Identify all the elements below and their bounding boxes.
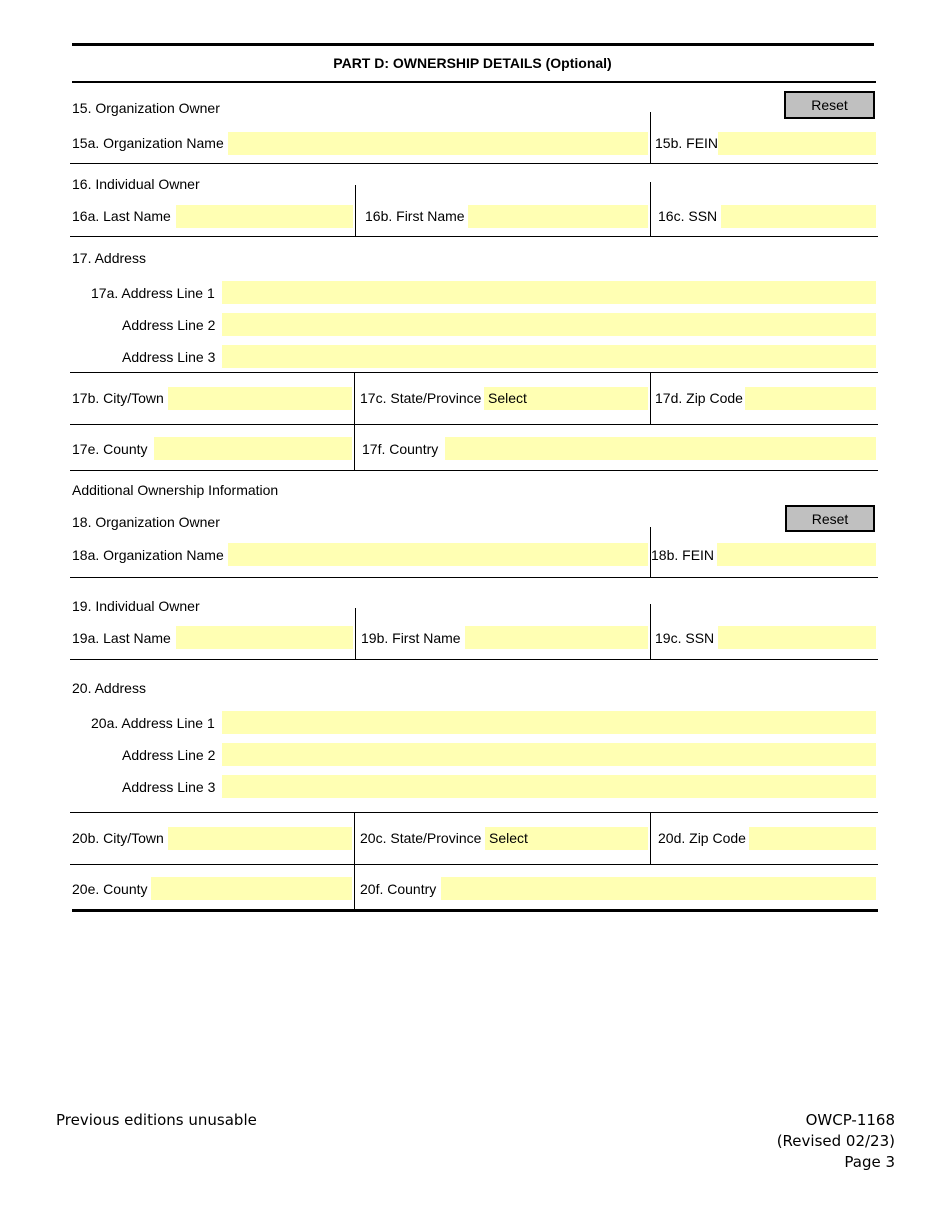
rule	[70, 236, 878, 237]
city-input-17b[interactable]	[168, 387, 352, 410]
zip-input-20d[interactable]	[749, 827, 876, 850]
first-name-label-16b: 16b. First Name	[365, 208, 465, 224]
org-name-label-18a: 18a. Organization Name	[72, 547, 224, 563]
address-line2-input-17[interactable]	[222, 313, 876, 336]
address-line3-label-20: Address Line 3	[122, 779, 216, 795]
zip-label-20d: 20d. Zip Code	[658, 830, 746, 846]
section-19-heading: 19. Individual Owner	[72, 598, 200, 614]
address-line3-label-17: Address Line 3	[122, 349, 216, 365]
divider	[355, 185, 356, 236]
revision-date: (Revised 02/23)	[776, 1132, 895, 1150]
rule	[70, 577, 878, 578]
rule	[70, 424, 878, 425]
org-name-input-15a[interactable]	[228, 132, 648, 155]
footer-note: Previous editions unusable	[56, 1111, 257, 1129]
county-input-17e[interactable]	[154, 437, 352, 460]
section-15-heading: 15. Organization Owner	[72, 100, 220, 116]
section-18-heading: 18. Organization Owner	[72, 514, 220, 530]
fein-label-15b: 15b. FEIN	[655, 135, 719, 151]
country-label-20f: 20f. Country	[360, 881, 437, 897]
divider	[354, 373, 355, 424]
fein-label-18b: 18b. FEIN	[651, 547, 715, 563]
address-line3-input-20[interactable]	[222, 775, 876, 798]
page-title: PART D: OWNERSHIP DETAILS (Optional)	[333, 55, 612, 71]
address-line2-label-17: Address Line 2	[122, 317, 216, 333]
divider	[354, 813, 355, 864]
address-line1-input-20a[interactable]	[222, 711, 876, 734]
ssn-input-16c[interactable]	[721, 205, 876, 228]
rule	[70, 659, 878, 660]
country-label-17f: 17f. Country	[362, 441, 439, 457]
fein-input-18b[interactable]	[717, 543, 876, 566]
city-label-17b: 17b. City/Town	[72, 390, 164, 406]
section-20-heading: 20. Address	[72, 680, 146, 696]
section-17-heading: 17. Address	[72, 250, 146, 266]
header-top-rule	[72, 43, 874, 46]
divider	[650, 112, 651, 163]
country-input-17f[interactable]	[445, 437, 876, 460]
ssn-label-16c: 16c. SSN	[658, 208, 718, 224]
additional-ownership-heading: Additional Ownership Information	[72, 482, 279, 498]
divider	[354, 865, 355, 909]
rule	[70, 864, 878, 865]
state-select-20c[interactable]: Select	[485, 827, 648, 850]
country-input-20f[interactable]	[441, 877, 876, 900]
city-label-20b: 20b. City/Town	[72, 830, 164, 846]
county-input-20e[interactable]	[151, 877, 352, 900]
last-name-label-16a: 16a. Last Name	[72, 208, 171, 224]
first-name-input-16b[interactable]	[468, 205, 648, 228]
fein-input-15b[interactable]	[718, 132, 876, 155]
table-bottom-rule	[72, 909, 878, 912]
divider	[650, 182, 651, 236]
address-line1-label-20a: 20a. Address Line 1	[91, 715, 215, 731]
address-line3-input-17[interactable]	[222, 345, 876, 368]
rule	[70, 470, 878, 471]
address-line1-input-17a[interactable]	[222, 281, 876, 304]
county-label-17e: 17e. County	[72, 441, 148, 457]
divider	[650, 604, 651, 659]
county-label-20e: 20e. County	[72, 881, 148, 897]
rule	[70, 163, 878, 164]
divider	[355, 608, 356, 659]
first-name-input-19b[interactable]	[465, 626, 648, 649]
ssn-label-19c: 19c. SSN	[655, 630, 715, 646]
city-input-20b[interactable]	[168, 827, 352, 850]
zip-label-17d: 17d. Zip Code	[655, 390, 743, 406]
address-line2-input-20[interactable]	[222, 743, 876, 766]
org-name-label-15a: 15a. Organization Name	[72, 135, 224, 151]
last-name-label-19a: 19a. Last Name	[72, 630, 171, 646]
section-16-heading: 16. Individual Owner	[72, 176, 200, 192]
reset-button-18[interactable]: Reset	[785, 505, 875, 532]
divider	[650, 373, 651, 424]
zip-input-17d[interactable]	[745, 387, 876, 410]
last-name-input-16a[interactable]	[176, 205, 353, 228]
form-number: OWCP-1168	[805, 1111, 895, 1129]
org-name-input-18a[interactable]	[228, 543, 648, 566]
address-line1-label-17a: 17a. Address Line 1	[91, 285, 215, 301]
page-number: Page 3	[844, 1153, 895, 1171]
header-bottom-rule	[72, 81, 876, 83]
first-name-label-19b: 19b. First Name	[361, 630, 461, 646]
divider	[354, 425, 355, 470]
reset-button-15[interactable]: Reset	[784, 91, 875, 119]
last-name-input-19a[interactable]	[176, 626, 353, 649]
state-label-20c: 20c. State/Province	[360, 830, 482, 846]
rule	[70, 372, 878, 373]
ssn-input-19c[interactable]	[718, 626, 876, 649]
state-label-17c: 17c. State/Province	[360, 390, 482, 406]
rule	[70, 812, 878, 813]
address-line2-label-20: Address Line 2	[122, 747, 216, 763]
state-select-17c[interactable]: Select	[484, 387, 648, 410]
divider	[650, 813, 651, 864]
